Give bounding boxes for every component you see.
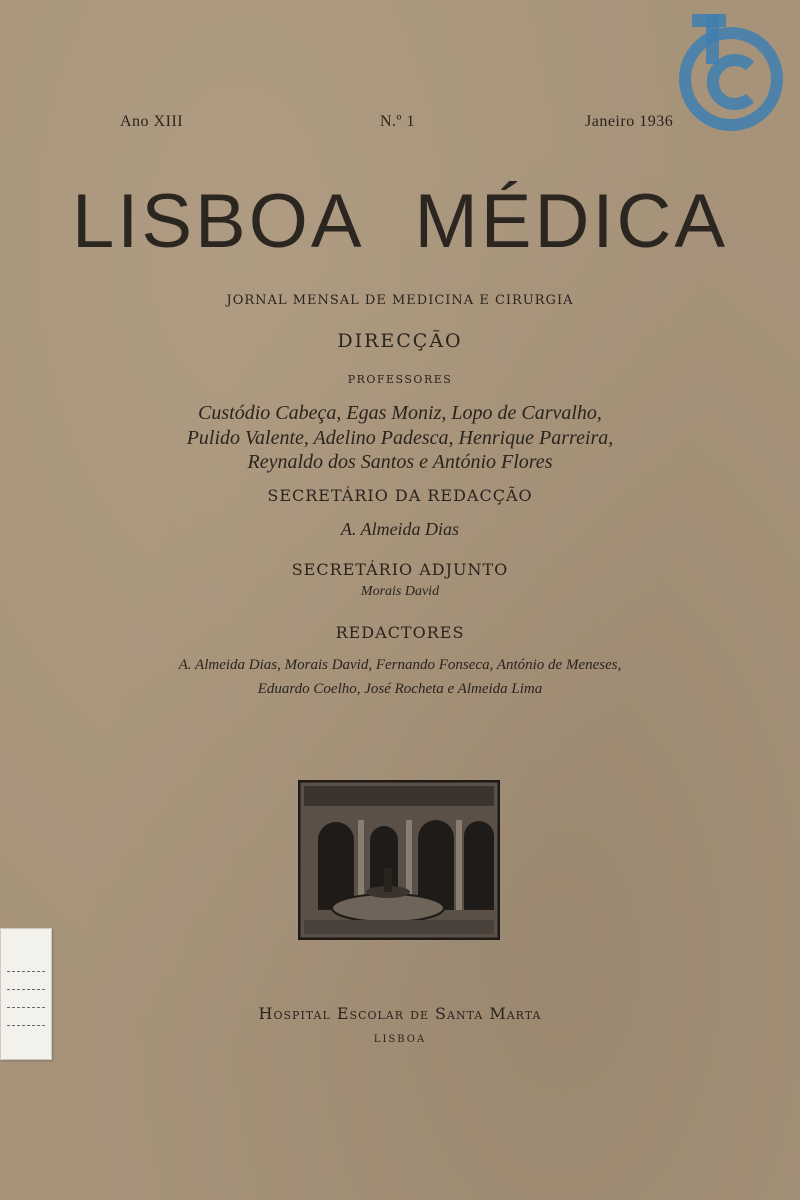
issue-number: N.º 1 xyxy=(380,113,416,130)
publisher-imprint: Hospital Escolar de Santa Marta xyxy=(258,1004,542,1023)
direccao-line-1: Custódio Cabeça, Egas Moniz, Lopo de Carvalho, xyxy=(198,402,602,424)
cloister-fountain-engraving xyxy=(298,780,500,940)
secretario-adjunto-name: Morais David xyxy=(360,584,440,599)
direccao-heading: DIRECÇÃO xyxy=(337,330,463,352)
library-label-sticker xyxy=(0,928,52,1060)
secretario-redaccao-name: A. Almeida Dias xyxy=(340,519,460,539)
direccao-line-2: Pulido Valente, Adelino Padesca, Henrique Parreira, xyxy=(186,427,614,449)
direccao-line-3: Reynaldo dos Santos e António Flores xyxy=(247,451,553,473)
library-stamp-icon xyxy=(672,6,790,138)
redactores-line-1: A. Almeida Dias, Morais David, Fernando Fonseca, António de Meneses, xyxy=(178,657,622,673)
publisher-city: LISBOA xyxy=(373,1034,427,1045)
redactores-line-2: Eduardo Coelho, José Rocheta e Almeida Lima xyxy=(257,681,543,697)
professores-label: PROFESSORES xyxy=(347,373,453,386)
journal-title: LISBOA MÉDICA xyxy=(71,179,729,264)
journal-subtitle: JORNAL MENSAL DE MEDICINA E CIRURGIA xyxy=(226,293,574,308)
secretario-adjunto-heading: SECRETÁRIO ADJUNTO xyxy=(291,560,509,579)
issue-date: Janeiro 1936 xyxy=(585,113,674,130)
redactores-heading: REDACTORES xyxy=(335,623,465,642)
secretario-redaccao-heading: SECRETÁRIO DA REDACÇÃO xyxy=(267,486,533,505)
volume-year: Ano XIII xyxy=(120,113,184,130)
